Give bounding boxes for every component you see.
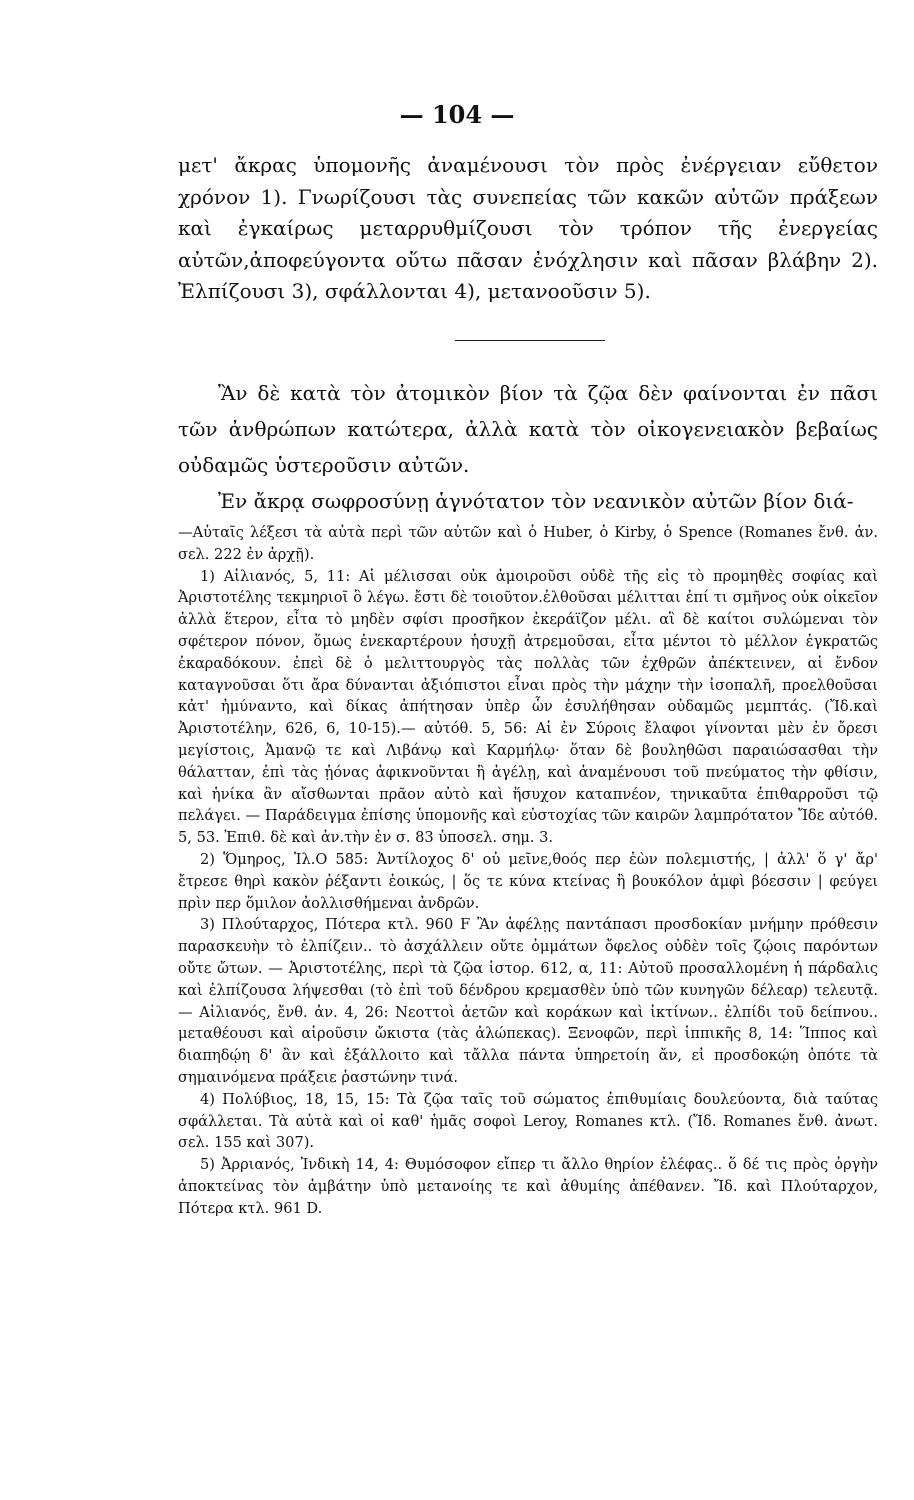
- section-paragraph-1: Ἂν δὲ κατὰ τὸν ἀτομικὸν βίον τὰ ζῷα δὲν φαίνονται ἐν πᾶσι τῶν ἀνθρώπων κατώτερα, ἀλλὰ κατὰ τὸν οἰκογενειακὸν βεβαίως οὐδαμῶς ὑστεροῦσιν αὐτῶν.: [178, 381, 878, 477]
- footnote-1: 1) Αἰλιανός, 5, 11: Αἱ μέλισσαι οὐκ ἀμοιροῦσι οὐδὲ τῆς εἰς τὸ προμηθὲς σοφίας καὶ Ἀριστοτέλης τεκμηριοῖ ὃ λέγω. ἔστι δὲ τοιοῦτον.ἐλθοῦσαι μέλιτται ἐπί τι σμῆνος οὐκ οἰκεῖον ἀλλὰ ἕτερον, εἶτα τὸ μηδὲν σφίσι προσῆκον ἐκεράϊζον μέλι. αἳ δὲ καίτοι συλώμεναι τὸν σφέτερον πόνον, ὅμως ἐνεκαρτέρουν ἡσυχῇ ἀτρεμοῦσαι, εἶτα μέντοι τὸ μέλλον ἐγκρατῶς ἐκαραδόκουν. ἐπεὶ δὲ ὁ μελιττουργὸς τὰς πολλὰς τῶν ἐχθρῶν ἀπέκτεινεν, αἱ ἔνδον καταγνοῦσαι ὅτι ἄρα δύνανται ἀξιόπιστοι εἶναι πρὸς τὴν μάχην τὴν ἰσοπαλῆ, προελθοῦσαι κἀτ' ἠμύναντο, καὶ δίκας ἀπήτησαν ὑπὲρ ὧν ἐσυλήθησαν οὐδαμῶς μεμπτάς. (Ἴδ.καὶ Ἀριστοτέλην, 626, 6, 10-15).— αὐτόθ. 5, 56: Αἱ ἐν Σύροις ἔλαφοι γίνονται μὲν ἐν ὄρεσι μεγίστοις, Ἀμανῷ τε καὶ Λιβάνῳ καὶ Καρμήλῳ· ὅταν δὲ βουληθῶσι παραιώσασθαι τὴν θάλατταν, ἐπὶ τὰς ᾐόνας ἀφικνοῦνται ἢ ἀγέλῃ, καὶ ἀναμένουσι τοῦ πνεύματος τὴν φθίσιν, καὶ ἡνίκα ἂν αἴσθωνται πρᾶον αὐτὸ καὶ ἥσυχον καταπνέον, τηνικαῦτα ἐπιθαρροῦσι τῷ πελάγει. — Παράδειγμα ἐπίσης ὑπομονῆς καὶ εὐστοχίας τῶν καιρῶν λαμπρότατον Ἴδε αὐτόθ. 5, 53. Ἐπιθ. δὲ καὶ ἀν.τὴν ἐν σ. 83 ὑποσελ. σημ. 3.: [178, 567, 878, 847]
- footnote-3: 3) Πλούταρχος, Πότερα κτλ. 960 F Ἂν ἀφέλῃς παντάπασι προσδοκίαν μνήμην πρόθεσιν παρασκευὴν τὸ ἐλπίζειν.. τὸ ἀσχάλλειν οὔτε ὀμμάτων ὄφελος οὐδὲν τοῖς ζῴοις παρόντων οὔτε ὤτων. — Ἀριστοτέλης, περὶ τὰ ζῷα ἱστορ. 612, α, 11: Αὐτοῦ προσαλλομένη ἡ πάρδαλις καὶ ἐλπίζουσα λήψεσθαι (τὸ ἐπὶ τοῦ δένδρου κρεμασθὲν ὑπὸ τῶν κυνηγῶν δέλεαρ) τελευτᾷ. — Αἰλιανός, ἔνθ. ἀν. 4, 26: Νεοττοὶ ἀετῶν καὶ κοράκων καὶ ἰκτίνων.. ἐλπίδι τοῦ δείπνου.. μεταθέουσι καὶ αἱροῦσιν ὤκιστα (τὰς ἀλώπεκας). Ξενοφῶν, περὶ ἱππικῆς 8, 14: Ἵππος καὶ διαπηδῴη δ' ἂν καὶ ἐξάλλοιτο καὶ τἄλλα πάντα ὑπηρετοίη ἄν, εἰ προσδοκῴη ὁπότε τὰ σημαινόμενα πράξειε ῥαστώνην τινά.: [178, 916, 878, 1086]
- intro-paragraph: μετ' ἄκρας ὑπομονῆς ἀναμένουσι τὸν πρὸς ἐνέργειαν εὔθετον χρόνον 1). Γνωρίζουσι τὰς συνεπείας τῶν κακῶν αὐτῶν πράξεων καὶ ἐγκαίρως μεταρρυθμίζουσι τὸν τρόπον τῆς ἐνεργείας αὐτῶν,ἀποφεύγοντα οὕτω πᾶσαν ἐνόχλησιν καὶ πᾶσαν βλάβην 2). Ἐλπίζουσι 3), σφάλλονται 4), μετανοοῦσιν 5).: [178, 153, 878, 303]
- page-number: — 104 —: [399, 100, 515, 129]
- section-text: [178, 375, 878, 519]
- footnote-2: 2) Ὅμηρος, Ἰλ.Ο 585: Ἀντίλοχος δ' οὐ μεῖνε,θοός περ ἐὼν πολεμιστής, | ἀλλ' ὅ γ' ἄρ' ἔτρεσε θηρὶ κακὸν ῥέξαντι ἐοικώς, | ὅς τε κύνα κτείνας ἢ βουκόλον ἀμφὶ βόεσσιν | φεύγει πρὶν περ ὅμιλον ἀολλισθήμεναι ἀνδρῶν.: [178, 850, 878, 912]
- section-paragraph-2: Ἐν ἄκρᾳ σωφροσύνῃ ἁγνότατον τὸν νεανικὸν αὐτῶν βίον διά-: [218, 489, 854, 513]
- main-text: [178, 150, 878, 308]
- footnote-continuation: —Αὐταῖς λέξεσι τὰ αὐτὰ περὶ τῶν αὐτῶν καὶ ὁ Huber, ὁ Kirby, ὁ Spence (Romanes ἔνθ. ἀν. σελ. 222 ἐν ἀρχῇ).: [178, 524, 878, 563]
- footnote-4: 4) Πολύβιος, 18, 15, 15: Τὰ ζῷα ταῖς τοῦ σώματος ἐπιθυμίαις δουλεύοντα, διὰ ταύτας σφάλλεται. Τὰ αὐτὰ καὶ οἱ καθ' ἡμᾶς σοφοὶ Leroy, Romanes κτλ. (Ἴδ. Romanes ἔνθ. ἀνωτ. σελ. 155 καὶ 307).: [178, 1090, 878, 1152]
- section-divider: [455, 340, 605, 341]
- footnote-5: 5) Ἀρριανός, Ἰνδικὴ 14, 4: Θυμόσοφον εἴπερ τι ἄλλο θηρίον ἐλέφας.. ὅ δέ τις πρὸς ὀργὴν ἀποκτείνας τὸν ἀμβάτην ὑπὸ μετανοίης τε καὶ ἀθυμίης ἀπέθανεν. Ἴδ. καὶ Πλούταρχον, Πότερα κτλ. 961 D.: [178, 1156, 878, 1217]
- footnotes: [178, 522, 878, 1220]
